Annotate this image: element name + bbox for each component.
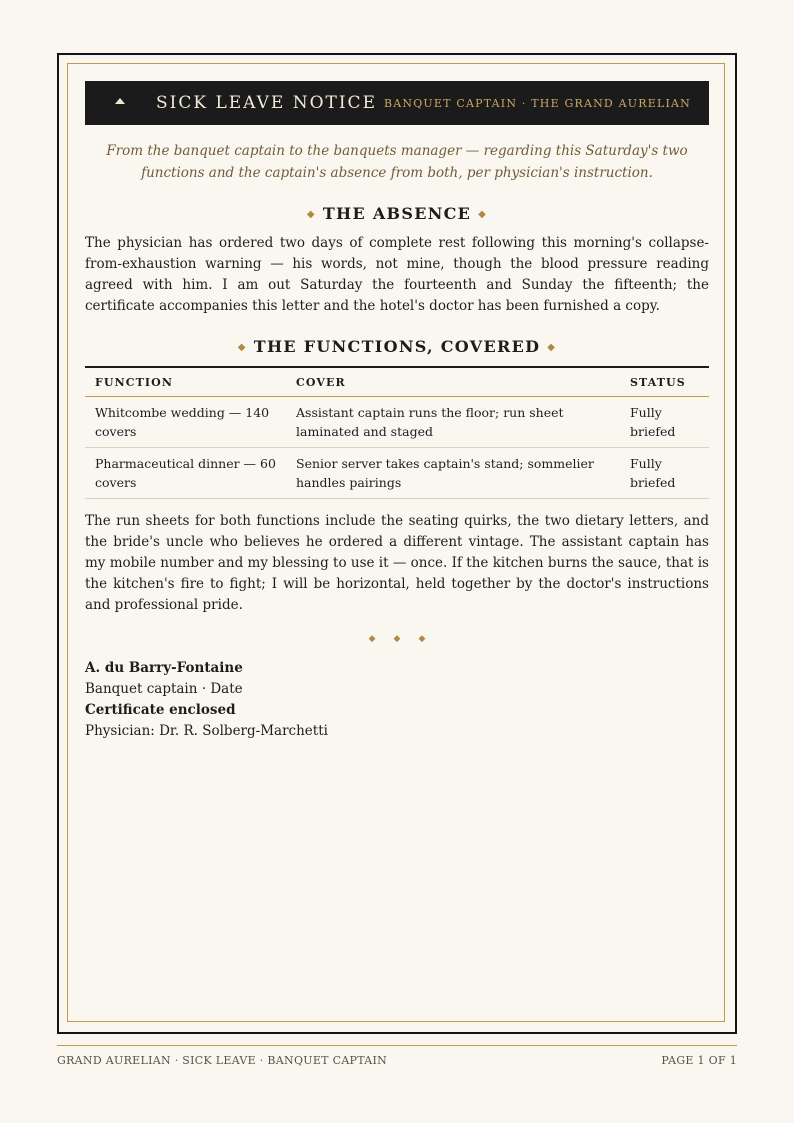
document-subtitle: BANQUET CAPTAIN · THE GRAND AURELIAN: [383, 96, 691, 110]
section-heading-functions-label: THE FUNCTIONS, COVERED: [253, 337, 541, 356]
diamond-ornament-icon: ◆: [237, 342, 247, 353]
footer-page-number: PAGE 1 OF 1: [661, 1054, 737, 1067]
signatory-role: Banquet captain · Date: [85, 681, 243, 697]
physician-line: Physician: Dr. R. Solberg-Marchetti: [85, 723, 328, 739]
diamond-ornament-icon: ◆: [478, 209, 488, 220]
caret-up-icon: [113, 96, 127, 110]
section-heading-absence-label: THE ABSENCE: [322, 204, 472, 223]
table-header-row: [85, 367, 709, 397]
letter-content: [85, 81, 709, 742]
document-title: SICK LEAVE NOTICE: [156, 93, 377, 113]
column-header-status: STATUS: [620, 367, 709, 397]
table-row: [85, 397, 709, 448]
diamond-ornament-icon: ◆: [547, 342, 557, 353]
functions-body: The run sheets for both functions include the seating quirks, the two dietary letters, and the bride's uncle who believes he ordered a different vintage. The assistant captain has my mobile number and my blessing to use it — once. If the kitchen burns the sauce, that is the kitchen's fire to fight; I will be horizontal, held together by the doctor's instructions and professional pride.: [85, 513, 709, 613]
footer-running-title: GRAND AURELIAN · SICK LEAVE · BANQUET CAPTAIN: [57, 1054, 388, 1067]
table-cell-status: Fully briefed: [620, 448, 709, 499]
section-heading-functions: [85, 337, 709, 356]
column-header-function: FUNCTION: [85, 367, 286, 397]
signatory-name: A. du Barry-Fontaine: [85, 660, 243, 676]
absence-body: The physician has ordered two days of complete rest following this morning's collapse-from-exhaustion warning — his words, not mine, though the blood pressure reading agreed with him. I am out Saturday the fourteenth and Sunday the fifteenth; the certificate accompanies this letter and the hotel's doctor has been furnished a copy.: [85, 235, 709, 314]
table-cell-function: Whitcombe wedding — 140 covers: [85, 397, 286, 448]
intro-text: From the banquet captain to the banquets manager — regarding this Saturday's two functions and the captain's absence from both, per physician's instruction.: [106, 143, 688, 181]
diamond-ornament-icon: ◆: [393, 634, 401, 644]
footer-rule: [57, 1045, 737, 1046]
section-divider: [85, 634, 709, 644]
enclosure-note: Certificate enclosed: [85, 702, 236, 718]
diamond-ornament-icon: ◆: [418, 634, 426, 644]
table-row: [85, 448, 709, 499]
table-cell-cover: Senior server takes captain's stand; sommelier handles pairings: [286, 448, 620, 499]
section-heading-absence: [85, 204, 709, 223]
table-cell-status: Fully briefed: [620, 397, 709, 448]
table-cell-cover: Assistant captain runs the floor; run sheet laminated and staged: [286, 397, 620, 448]
diamond-ornament-icon: ◆: [368, 634, 376, 644]
diamond-ornament-icon: ◆: [306, 209, 316, 220]
functions-table: [85, 366, 709, 499]
table-cell-function: Pharmaceutical dinner — 60 covers: [85, 448, 286, 499]
header-band: [85, 81, 709, 125]
column-header-cover: COVER: [286, 367, 620, 397]
